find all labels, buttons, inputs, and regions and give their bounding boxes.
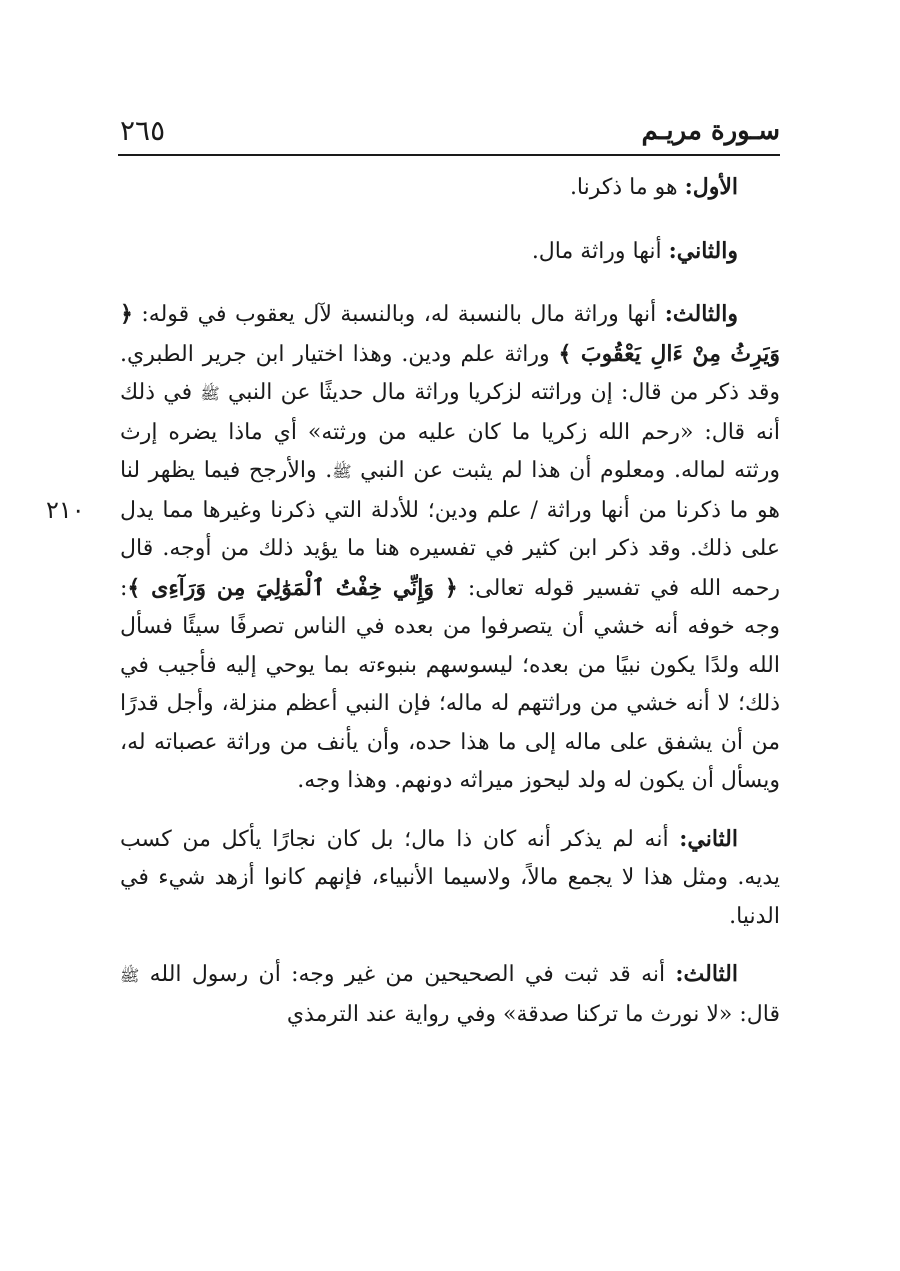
salutation-glyph: ﷺ <box>332 462 352 481</box>
paragraph-second-reason <box>120 820 780 937</box>
page-header <box>118 110 780 156</box>
salutation-glyph: ﷺ <box>120 966 140 985</box>
paragraph-text: أنها وراثة مال بالنسبة له، وبالنسبة لآل يعقوب في قوله: <box>132 302 665 327</box>
paragraph-text: أنه قد ثبت في الصحيحين من غير وجه: أن رسول الله <box>139 962 676 987</box>
paragraph-text: أنها وراثة مال. <box>531 238 669 264</box>
page-body <box>120 168 780 1034</box>
paragraph-label: الثاني: <box>679 825 738 852</box>
paragraph-label: والثاني: <box>668 237 738 264</box>
paragraph-text: : وجه خوفه أنه خشي أن يتصرفوا من بعده في الناس تصرفًا سيئًا فسأل الله ولدًا يكون نبيًا من بعده؛ ليسوسهم بنبوءته بما يوحي إليه فأجيب في ذلك؛ لا أنه خشي من وراثتهم له ماله؛ فإن النبي أعظم منزلة، وأجل قدرًا من أن يشفق على ماله إلى ما هذا حده، وأن يأنف من وراثة عصباته له، ويسأل أن يكون له ولد ليحوز ميراثه دونهم. وهذا وجه. <box>120 575 780 793</box>
paragraph-first-view <box>120 168 780 208</box>
paragraph-text: في ذلك أنه قال: «رحم الله زكريا ما كان عليه من ورثته» أي ماذا يضره إرث ورثته لماله. ومعلوم أن هذا لم يثبت عن النبي <box>120 380 780 483</box>
paragraph-text: أنه لم يذكر أنه كان ذا مال؛ بل كان نجارًا يأكل من كسب يديه. ومثل هذا لا يجمع مالاً، ولاسيما الأنبياء، فإنهم كانوا أزهد شيء في الدنيا. <box>120 826 780 929</box>
quran-verse: ﴿ وَيَرِثُ مِنْ ءَالِ يَعْقُوبَ ﴾ <box>120 301 780 367</box>
paragraph-third-reason <box>120 955 780 1034</box>
paragraph-text: قال: «لا نورث ما تركنا صدقة» وفي رواية عند الترمذي <box>286 1001 780 1027</box>
paragraph-second-view <box>120 232 780 272</box>
quran-verse: ﴿ وَإِنِّي خِفْتُ ٱلْمَوَٰلِيَ مِن وَرَآءِى ﴾ <box>127 574 458 601</box>
salutation-glyph: ﷺ <box>200 384 220 403</box>
paragraph-text: هو ما ذكرنا. <box>569 175 685 200</box>
page-number: ٢٦٥ <box>120 114 166 147</box>
paragraph-third-view <box>120 295 780 801</box>
paragraph-text: . والأرجح فيما يظهر لنا هو ما ذكرنا من أنها وراثة / علم ودين؛ للأدلة التي ذكرنا وغيرها مما يدل على ذلك. وقد ذكر ابن كثير في تفسيره هنا ما يؤيد ذلك من أوجه. قال رحمه الله في تفسير قوله تعالى: <box>120 458 781 601</box>
paragraph-text: وراثة علم ودين. وهذا اختيار ابن جرير الطبري. وقد ذكر من قال: إن وراثته لزكريا وراثة مال حديثًا عن النبي <box>120 341 781 405</box>
paragraph-label: الأول: <box>684 174 738 200</box>
margin-page-reference: ٢١٠ <box>46 496 85 524</box>
paragraph-label: الثالث: <box>675 961 738 987</box>
paragraph-label: والثالث: <box>664 301 738 327</box>
surah-title: سـورة مريـم <box>641 116 780 146</box>
